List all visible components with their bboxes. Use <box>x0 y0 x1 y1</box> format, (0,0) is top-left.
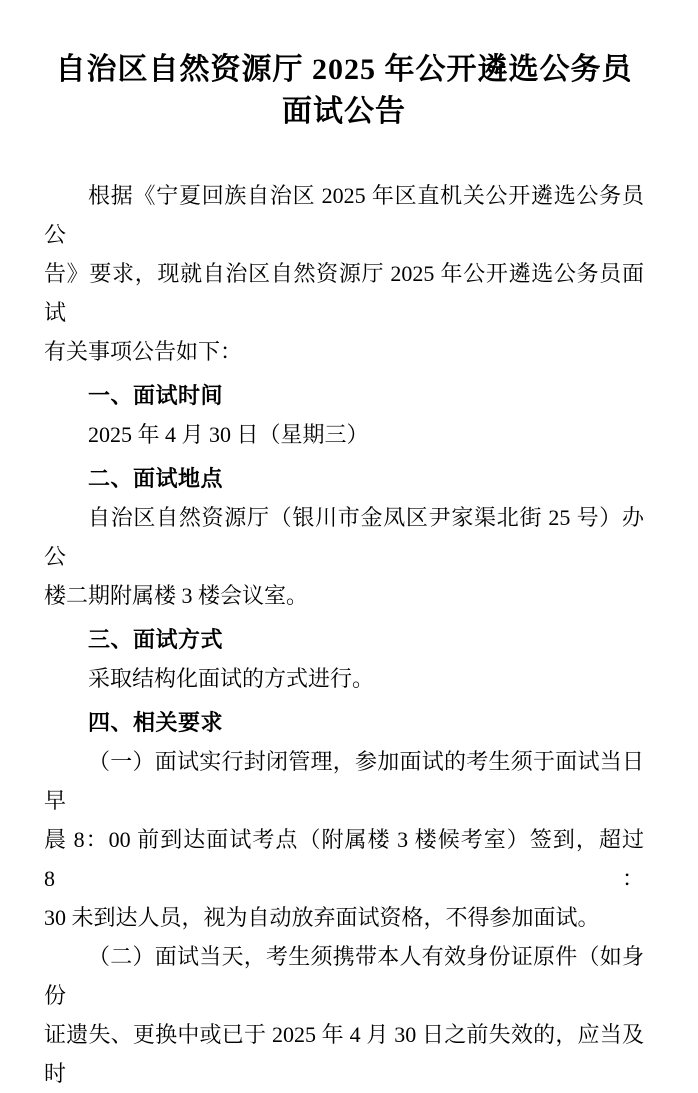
section-3-line-1: 采取结构化面试的方式进行。 <box>88 666 375 691</box>
section-2-line-2: 楼二期附属楼 3 楼会议室。 <box>44 583 309 608</box>
document-title-line-1: 自治区自然资源厅 2025 年公开遴选公务员 <box>55 53 633 86</box>
section-4-heading: 四、相关要求 <box>88 710 224 735</box>
intro-paragraph-line-1: 根据《宁夏回族自治区 2025 年区直机关公开遴选公务员公 <box>44 183 644 247</box>
section-2-heading: 二、面试地点 <box>88 466 224 491</box>
section-4-item-1-line-3: 30 未到达人员，视为自动放弃面试资格，不得参加面试。 <box>44 905 600 930</box>
section-1-line-1: 2025 年 4 月 30 日（星期三） <box>88 422 369 447</box>
document-body <box>44 176 644 1093</box>
section-4-item-2-line-2: 证遗失、更换中或已于 2025 年 4 月 30 日之前失效的，应当及时 <box>44 1022 644 1086</box>
section-3-heading: 三、面试方式 <box>88 627 224 652</box>
section-4-item-1-line-1: （一）面试实行封闭管理，参加面试的考生须于面试当日早 <box>44 749 644 813</box>
section-1-heading: 一、面试时间 <box>88 383 224 408</box>
intro-paragraph-line-2: 告》要求，现就自治区自然资源厅 2025 年公开遴选公务员面试 <box>44 261 644 325</box>
section-4-item-1-line-2: 晨 8：00 前到达面试考点（附属楼 3 楼候考室）签到，超过 8： <box>44 827 644 891</box>
section-2-line-1: 自治区自然资源厅（银川市金凤区尹家渠北街 25 号）办公 <box>44 505 644 569</box>
document-title-line-2: 面试公告 <box>282 95 406 128</box>
section-4-item-2-line-1: （二）面试当天，考生须携带本人有效身份证原件（如身份 <box>44 944 644 1008</box>
intro-paragraph-line-3: 有关事项公告如下： <box>44 339 243 364</box>
document-title <box>44 49 644 133</box>
